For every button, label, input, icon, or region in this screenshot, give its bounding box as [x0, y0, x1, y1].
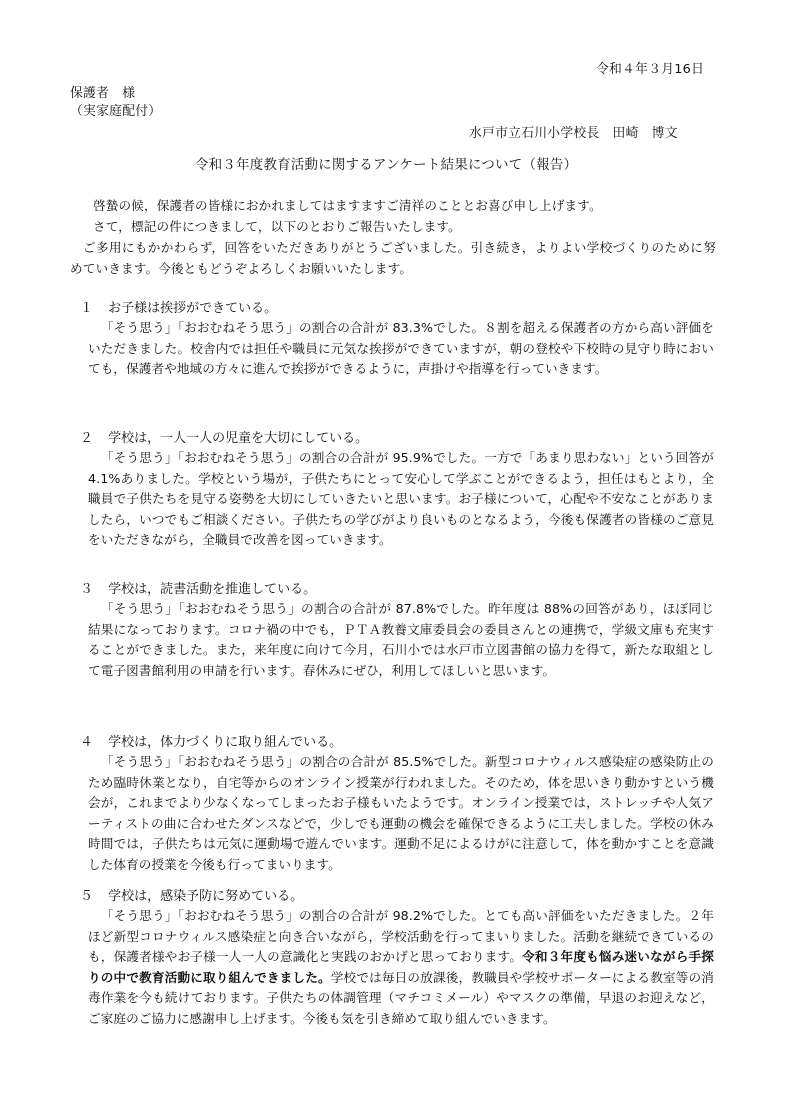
section-4-body: 「そう思う」「おおむねそう思う」の割合の合計が 85.5%でした。新型コロナウィルス感染症の感染防止のため臨時休業となり，自宅等からのオンライン授業が行われました。そのため，体を思いきり動かすという機会が，これまでより少なくなってしまったお子様もいたようです。オンライン授業では，ストレッチや人気アーティストの曲に合わせたダンスなどで，少しでも運動の機会を確保できるように工夫しました。学校の休み時間では，子供たちは元気に運動場で遊んでいます。運動不足によるけがに注意して，体を動かすことを意識した体育の授業を今後も行ってまいります。	[88, 754, 714, 872]
section-5-heading	[80, 889, 303, 905]
section-number: ３	[80, 582, 94, 597]
section-5-text-b: 学校では毎日の放課後，教職員や学校サポーターによる教室等の消毒作業を今も続けております。子供たちの体調管理（マチコミメール）やマスクの準備，早退のお迎えなど，ご家庭のご協力に感謝申し上げます。今後も気を引き締めて取り組んでいきます。	[88, 969, 714, 1026]
section-5-body	[88, 906, 714, 1030]
section-5-emphasis: 令和３年度も悩み迷いながら手探りの中で教育活動に取り組んできました。	[88, 949, 714, 985]
section-title: 学校は，一人一人の児童を大切にしている。	[108, 431, 369, 446]
section-title: 学校は，読書活動を推進している。	[108, 582, 317, 597]
intro-thanks: ご多用にもかかわらず，回答をいただきありがとうございました。引き続き，よりよい学校づくりのために努めていきます。今後ともどうぞよろしくお願いいたします。	[70, 240, 716, 276]
recipient-line: 保護者 様	[70, 86, 136, 101]
document-title: 令和３年度教育活動に関するアンケート結果について（報告）	[195, 158, 578, 173]
section-1-heading	[80, 301, 277, 317]
section-2-heading	[80, 431, 368, 447]
section-4-heading	[80, 735, 342, 751]
section-title: 学校は，感染予防に努めている。	[108, 889, 304, 904]
section-3-body: 「そう思う」「おおむねそう思う」の割合の合計が 87.8%でした。昨年度は 88%の回答があり，ほぼ同じ結果になっております。コロナ禍の中でも，ＰＴＡ教養文庫委員会の委員さんとの連携で，学級文庫も充実することができました。また，来年度に向けて今月，石川小では水戸市立図書館の協力を得て，新たな取組として電子図書館利用の申請を行います。春休みにぜひ，利用してほしいと思います。	[88, 601, 714, 678]
intro-purpose: さて，標記の件につきまして，以下のとおりご報告いたします。	[93, 219, 461, 234]
section-3-heading	[80, 582, 316, 598]
section-number: ２	[80, 431, 94, 446]
section-2-body: 「そう思う」「おおむねそう思う」の割合の合計が 95.9%でした。一方で「あまり思わない」という回答が 4.1%ありました。学校という場が，子供たちにとって安心して学ぶことができるよう，担任はもとより，全職員で子供たちを見守る姿勢を大切にしていきたいと思います。お子様について，心配や不安なことがありましたら，いつでもご相談ください。子供たちの学びがより良いものとなるよう，今後も保護者の皆様のご意見をいただきながら，全職員で改善を図っていきます。	[88, 450, 714, 548]
section-number: １	[80, 301, 94, 316]
sender: 水戸市立石川小学校長 田崎 博文	[469, 126, 678, 141]
section-title: 学校は，体力づくりに取り組んでいる。	[108, 735, 343, 750]
section-1-body: 「そう思う」「おおむねそう思う」の割合の合計が 83.3%でした。８割を超える保護者の方から高い評価をいただきました。校舎内では担任や職員に元気な挨拶ができていますが，朝の登校や下校時の見守り時においても，保護者や地域の方々に進んで挨拶ができるように，声掛けや指導を行っていきます。	[88, 320, 714, 377]
intro-greeting: 啓蟄の候，保護者の皆様におかれましてはますますご清祥のこととお喜び申し上げます。	[93, 198, 602, 213]
section-title: お子様は挨拶ができている。	[108, 301, 278, 316]
section-number: ４	[80, 735, 94, 750]
issue-date: 令和４年３月16日	[596, 62, 705, 77]
recipient-note: （実家庭配付）	[70, 104, 162, 119]
section-5-text-a: 「そう思う」「おおむねそう思う」の割合の合計が 98.2%でした。とても高い評価をいただきました。２年ほど新型コロナウィルス感染症と向き合いながら，学校活動を行ってまいりました。活動を継続できているのも，保護者様やお子様一人一人の意識化と実践のおかげと思っております。	[88, 908, 714, 965]
section-number: ５	[80, 889, 94, 904]
